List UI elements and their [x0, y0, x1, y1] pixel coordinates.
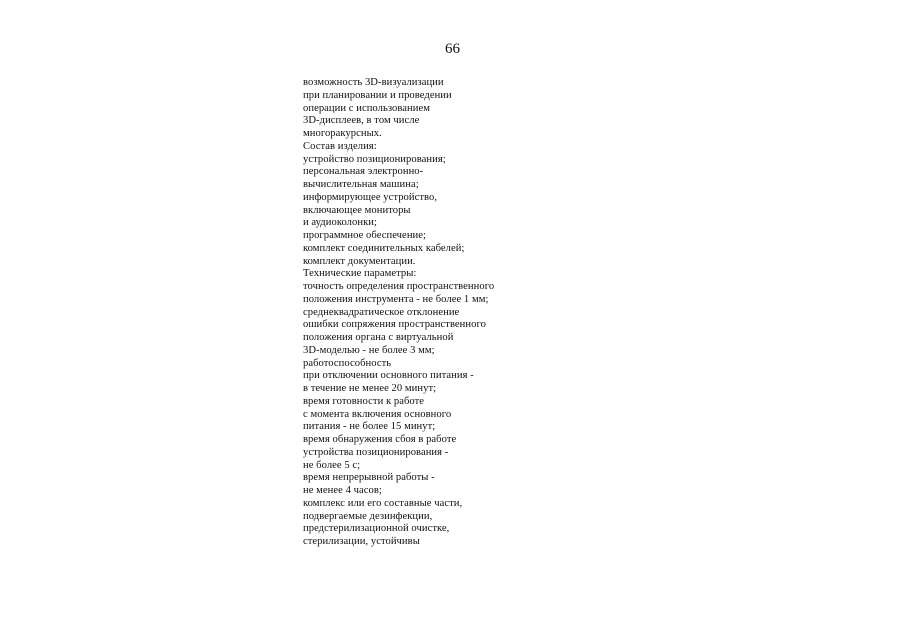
text-line: Технические параметры: [303, 268, 417, 280]
text-line: информирующее устройство, [303, 191, 438, 203]
text-line: положения органа с виртуальной [303, 332, 454, 343]
text-line: устройство позиционирования; [303, 153, 446, 165]
text-line: предстерилизационной очистке, [303, 523, 450, 535]
text-line: точность определения пространственного [303, 281, 495, 292]
text-line: операции с использованием [303, 102, 430, 114]
text-line: с момента включения основного [303, 408, 452, 420]
page-number: 66 [445, 41, 460, 57]
text-line: 3D-моделью - не более 3 мм; [303, 344, 435, 356]
text-line: не более 5 с; [303, 459, 361, 471]
text-line: стерилизации, устойчивы [303, 536, 420, 547]
text-line: возможность 3D-визуализации [303, 77, 444, 88]
text-line: комплект соединительных кабелей; [303, 242, 465, 254]
text-line: не менее 4 часов; [303, 485, 382, 496]
text-line: среднеквадратическое отклонение [303, 306, 460, 318]
text-line: комплекс или его составные части, [303, 497, 463, 509]
text-line: время готовности к работе [303, 395, 425, 407]
text-line: устройства позиционирования - [303, 446, 449, 458]
text-line: питания - не более 15 минут; [303, 421, 436, 433]
text-line: Состав изделия: [303, 140, 377, 152]
text-line: многоракурсных. [303, 128, 382, 139]
text-line: программное обеспечение; [303, 230, 426, 241]
text-line: при планировании и проведении [303, 89, 452, 101]
text-line: работоспособность [303, 357, 392, 369]
text-line: включающее мониторы [303, 204, 411, 216]
text-line: персональная электронно- [303, 166, 424, 178]
text-line: 3D-дисплеев, в том числе [303, 115, 420, 127]
text-line: подвергаемые дезинфекции, [303, 510, 433, 522]
text-line: в течение не менее 20 минут; [303, 383, 437, 394]
text-line: время непрерывной работы - [303, 472, 435, 484]
text-line: комплект документации. [303, 255, 416, 267]
text-line: и аудиоколонки; [303, 217, 377, 229]
text-line: время обнаружения сбоя в работе [303, 434, 457, 445]
text-line: при отключении основного питания - [303, 370, 474, 382]
text-line: ошибки сопряжения пространственного [303, 319, 486, 331]
text-line: вычислительная машина; [303, 179, 419, 190]
document-body [303, 77, 494, 549]
text-line: положения инструмента - не более 1 мм; [303, 293, 489, 305]
